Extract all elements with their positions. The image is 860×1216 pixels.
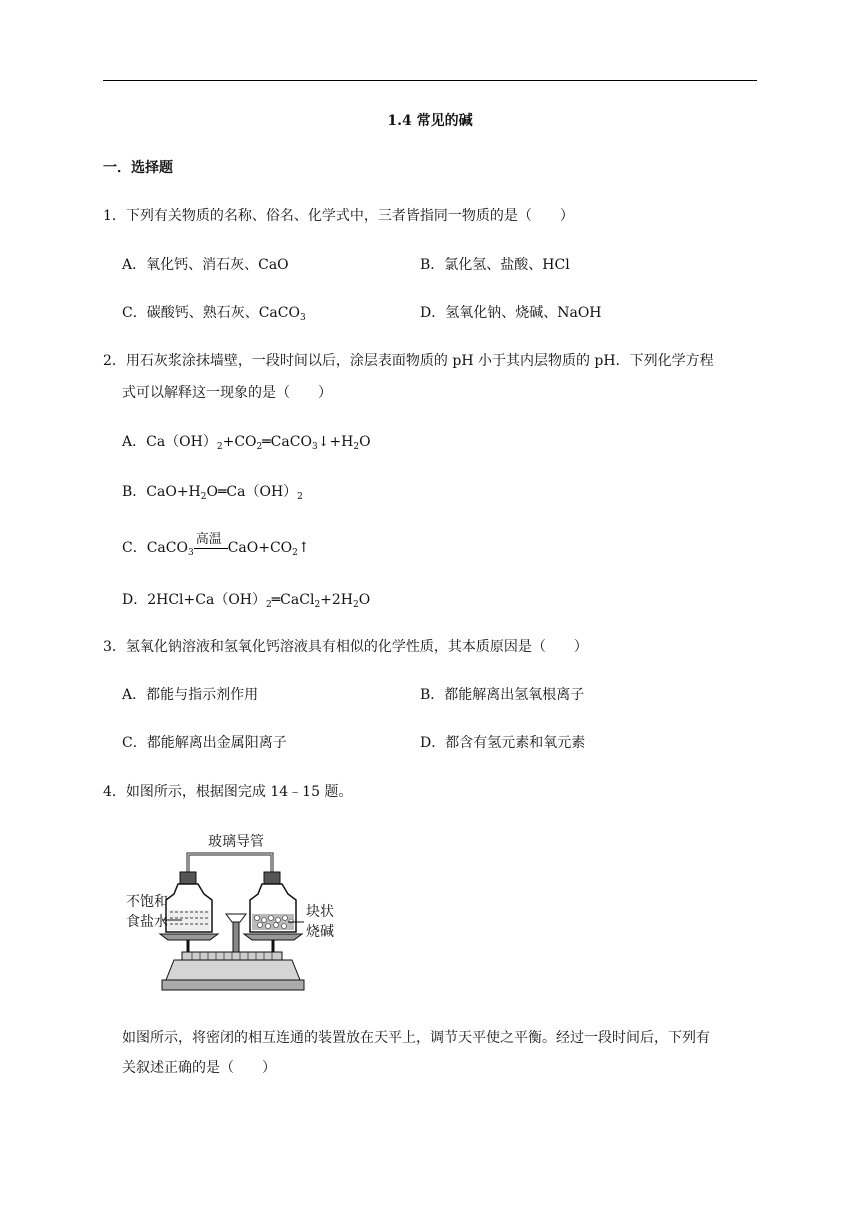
label-unsaturated: 不饱和 [126,894,168,910]
label-caustic-soda: 烧碱 [306,924,334,940]
q4-text-line1: 如图所示，将密闭的相互连通的装置放在天平上，调节天平使之平衡。经过一段时间后，下列有 [122,1030,710,1046]
q2-option-a: A．$Ca(OH)_2+CO_2═CaCO_3↓+H_2O$ [122,434,371,452]
q2-stem-line2: 式可以解释这一现象的是（ ） [122,385,332,401]
q3-option-c: C．都能解离出金属阳离子 [122,735,287,751]
balance-diagram [122,830,352,996]
page-title: 1.4 常见的碱 [387,113,473,129]
q4-text-line2: 关叙述正确的是（ ） [122,1060,276,1076]
q3-stem: 3．氢氧化钠溶液和氢氧化钙溶液具有相似的化学性质，其本质原因是（ ） [103,639,588,655]
reaction-condition: 高温 [195,532,222,547]
q1-option-a: A．氧化钙、消石灰、CaO [122,257,289,273]
q2-option-d: D．$2HCl+Ca(OH)_2═CaCl_2+2H_2O$ [122,592,371,610]
q1-option-d: D．氢氧化钠、烧碱、NaOH [420,305,602,321]
header-rule [103,80,757,81]
label-lump: 块状 [306,904,334,920]
section-heading: 一．选择题 [103,160,173,176]
label-glass-tube: 玻璃导管 [208,834,264,850]
label-salt-water: 食盐水 [126,914,168,930]
q1-option-b: B．氯化氢、盐酸、HCl [420,257,570,273]
q4-stem: 4．如图所示，根据图完成 14﹣15 题。 [103,784,353,800]
q3-option-d: D．都含有氢元素和氧元素 [420,735,586,751]
q2-stem-line1: 2．用石灰浆涂抹墙壁，一段时间以后，涂层表面物质的 pH 小于其内层物质的 pH．下列化学方程 [103,353,714,369]
q3-option-b: B．都能解离出氢氧根离子 [420,687,585,703]
q1-stem: 1．下列有关物质的名称、俗名、化学式中，三者皆指同一物质的是（ ） [103,208,574,224]
balance-apparatus-figure [122,830,352,996]
q2-option-b: B．$CaO+H_2O═Ca(OH)_2$ [122,484,303,502]
q2-option-c: C．CaCO$_3$ 高温 $CaO+CO_2↑$ [122,532,310,558]
q3-option-a: A．都能与指示剂作用 [122,687,259,703]
reaction-arrow [194,532,228,554]
q1-option-c: C．碳酸钙、熟石灰、CaCO$_3$ [122,305,306,323]
